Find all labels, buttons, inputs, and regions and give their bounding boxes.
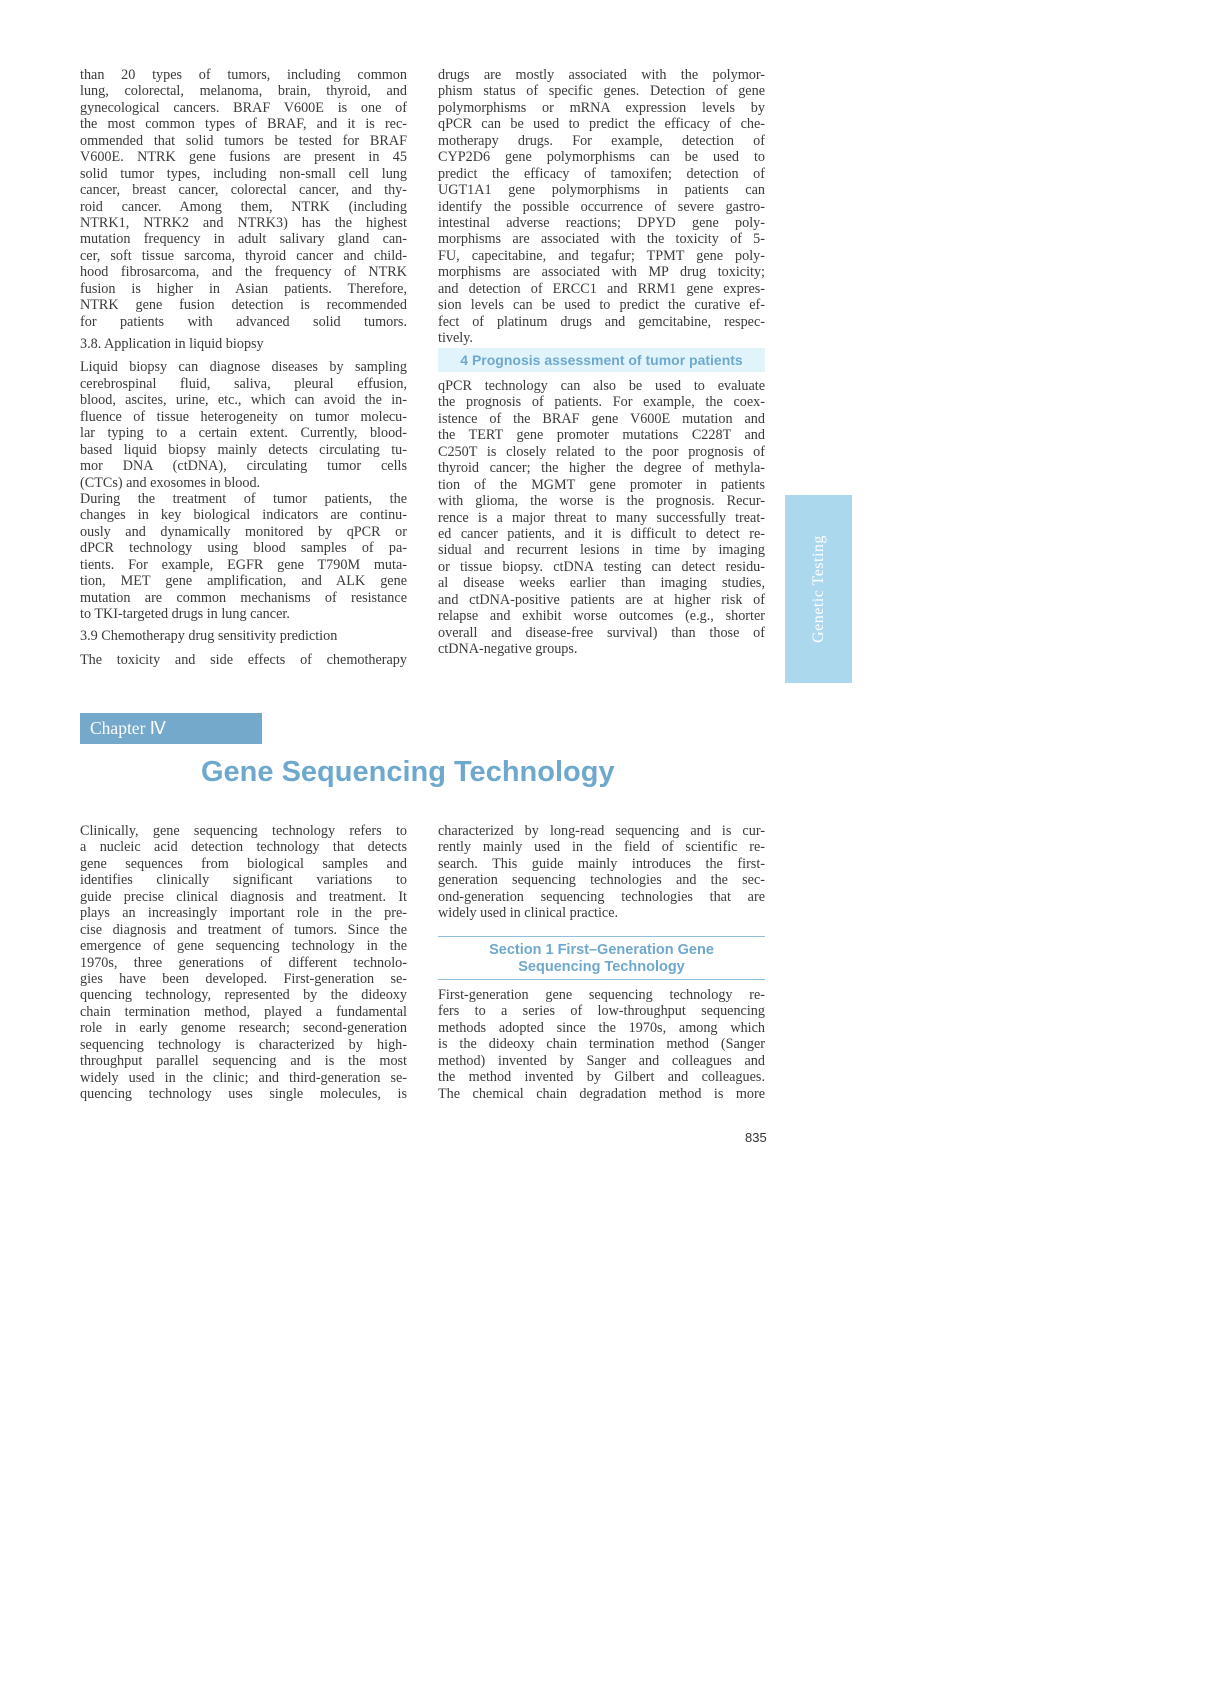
text-line: lung, colorectal, melanoma, brain, thyroid, and: [80, 83, 407, 100]
text-line: roid cancer. Among them, NTRK (including: [80, 198, 407, 215]
text-line: qPCR can be used to predict the efficacy of che-: [438, 116, 765, 133]
text-line: gynecological cancers. BRAF V600E is one of: [80, 99, 407, 116]
subheading-liquid-biopsy: 3.8. Application in liquid biopsy: [80, 336, 264, 352]
right-column-top: [438, 67, 765, 346]
text-line: the most common types of BRAF, and it is rec-: [80, 116, 407, 133]
text-line: C250T is closely related to the poor prognosis of: [438, 443, 765, 460]
text-line: identify the possible occurrence of severe gastro-: [438, 198, 765, 215]
text-line: with glioma, the worse is the prognosis. Recur-: [438, 493, 765, 510]
text-line: fluence of tissue heterogeneity on tumor molecu-: [80, 408, 407, 425]
text-line: The toxicity and side effects of chemotherapy: [80, 651, 407, 668]
section-heading-first-generation: [438, 936, 765, 980]
text-line: sidual and recurrent lesions in time by imaging: [438, 542, 765, 559]
text-line: the TERT gene promoter mutations C228T and: [438, 427, 765, 444]
side-tab-label: Genetic Testing: [809, 535, 827, 643]
text-line: guide precise clinical diagnosis and treatment. It: [80, 888, 407, 905]
text-line: changes in key biological indicators are continu-: [80, 507, 407, 524]
text-line: The chemical chain degradation method is more: [438, 1085, 765, 1102]
text-line: ctDNA-negative groups.: [438, 641, 578, 657]
paragraph-prognosis: [438, 378, 765, 657]
text-line: ond-generation sequencing technologies that are: [438, 888, 765, 905]
text-line: quencing technology uses single molecules, is: [80, 1086, 407, 1102]
text-line: throughput parallel sequencing and is the most: [80, 1053, 407, 1070]
text-line: CYP2D6 gene polymorphisms can be used to: [438, 149, 765, 166]
text-line: identifies clinically significant variations to: [80, 872, 407, 889]
text-line: istence of the BRAF gene V600E mutation and: [438, 410, 765, 427]
text-line: ommended that solid tumors be tested for BRAF: [80, 132, 407, 149]
text-line: relapse and exhibit worse outcomes (e.g., shorter: [438, 608, 765, 625]
text-line: UGT1A1 gene polymorphisms in patients can: [438, 182, 765, 199]
text-line: based liquid biopsy mainly detects circulating tu-: [80, 441, 407, 458]
text-line: cerebrospinal fluid, saliva, pleural effusion,: [80, 375, 407, 392]
text-line: overall and disease-free survival) than those of: [438, 624, 765, 641]
text-line: cise diagnosis and treatment of tumors. Since the: [80, 921, 407, 938]
right-column-first-generation: [438, 987, 765, 1102]
text-line: the method invented by Gilbert and colleagues.: [438, 1069, 765, 1086]
text-line: fers to a series of low-throughput sequencing: [438, 1003, 765, 1020]
text-line: and ctDNA-positive patients are at higher risk of: [438, 591, 765, 608]
text-line: plays an increasingly important role in the pre-: [80, 905, 407, 922]
text-line: role in early genome research; second-generation: [80, 1020, 407, 1037]
text-line: ed cancer patients, and it is difficult to detect re-: [438, 525, 765, 542]
text-line: morphisms are associated with the toxicity of 5-: [438, 231, 765, 248]
text-line: quencing technology, represented by the dideoxy: [80, 987, 407, 1004]
text-line: FU, capecitabine, and tegafur; TPMT gene poly-: [438, 247, 765, 264]
text-line: phism status of specific genes. Detection of gene: [438, 83, 765, 100]
text-line: ously and dynamically monitored by qPCR or: [80, 523, 407, 540]
paragraph-chemo-polymorphisms: [438, 67, 765, 346]
text-line: cancer, breast cancer, colorectal cancer, and thy-: [80, 182, 407, 199]
text-line: rence is a major threat to many successfully treat-: [438, 509, 765, 526]
text-line: dPCR technology using blood samples of pa-: [80, 540, 407, 557]
text-line: widely used in the clinic; and third-generation se-: [80, 1069, 407, 1086]
text-line: lar typing to a certain extent. Currently, blood-: [80, 425, 407, 442]
text-line: than 20 types of tumors, including common: [80, 67, 407, 83]
section-heading-line-1: Section 1 First–Generation Gene: [489, 942, 714, 958]
side-tab-genetic-testing[interactable]: [785, 495, 852, 683]
text-line: method) invented by Sanger and colleagues and: [438, 1052, 765, 1069]
chapter-title: Gene Sequencing Technology: [201, 756, 615, 788]
text-line: methods adopted since the 1970s, among which: [438, 1019, 765, 1036]
text-line: During the treatment of tumor patients, the: [80, 490, 407, 507]
page-number: 835: [745, 1130, 767, 1145]
text-line: search. This guide mainly introduces the first-: [438, 855, 765, 872]
text-line: tion of the MGMT gene promoter in patients: [438, 476, 765, 493]
paragraph-chemo-toxicity: [80, 652, 407, 668]
paragraph-treatment-monitoring: [80, 491, 407, 623]
text-line: Liquid biopsy can diagnose diseases by sampling: [80, 359, 407, 376]
text-line: chain termination method, played a fundamental: [80, 1003, 407, 1020]
text-line: mor DNA (ctDNA), circulating tumor cells: [80, 458, 407, 475]
text-line: thyroid cancer; the higher the degree of methyla-: [438, 460, 765, 477]
left-column-bottom: [80, 823, 407, 1102]
text-line: and detection of ERCC1 and RRM1 gene expres-: [438, 280, 765, 297]
text-line: tients. For example, EGFR gene T790M muta-: [80, 556, 407, 573]
text-line: is the dideoxy chain termination method (Sanger: [438, 1036, 765, 1053]
text-line: (CTCs) and exosomes in blood.: [80, 474, 261, 491]
text-line: fusion is higher in Asian patients. Therefore,: [80, 280, 407, 297]
text-line: gene sequences from biological samples and: [80, 855, 407, 872]
text-line: intestinal adverse reactions; DPYD gene poly-: [438, 214, 765, 231]
text-line: NTRK1, NTRK2 and NTRK3) has the highest: [80, 214, 407, 231]
text-line: NTRK gene fusion detection is recommended: [80, 297, 407, 314]
right-column-bottom: [438, 823, 765, 922]
text-line: First-generation gene sequencing technology re-: [438, 987, 765, 1003]
subheading-chemotherapy: 3.9 Chemotherapy drug sensitivity prediction: [80, 628, 338, 645]
text-line: mutation are common mechanisms of resistance: [80, 589, 407, 606]
text-line: emergence of gene sequencing technology in the: [80, 938, 407, 955]
section-band-prognosis: 4 Prognosis assessment of tumor patients: [438, 348, 765, 372]
text-line: or tissue biopsy. ctDNA testing can detect residu-: [438, 558, 765, 575]
text-line: cer, soft tissue sarcoma, thyroid cancer and child-: [80, 247, 407, 264]
text-line: for patients with advanced solid tumors.: [80, 313, 407, 330]
section-heading-line-2: Sequencing Technology: [518, 958, 685, 975]
paragraph-tumor-fusions: [80, 67, 407, 330]
text-line: Clinically, gene sequencing technology refers to: [80, 823, 407, 839]
text-line: solid tumor types, including non-small cell lung: [80, 165, 407, 182]
left-column-top: [80, 67, 407, 668]
text-line: qPCR technology can also be used to evaluate: [438, 378, 765, 394]
text-line: sequencing technology is characterized by high-: [80, 1036, 407, 1053]
paragraph-sequencing-intro: [80, 823, 407, 1102]
text-line: tion, MET gene amplification, and ALK gene: [80, 573, 407, 590]
text-line: the prognosis of patients. For example, the coex-: [438, 394, 765, 411]
text-line: predict the efficacy of tamoxifen; detection of: [438, 165, 765, 182]
text-line: a nucleic acid detection technology that detects: [80, 839, 407, 856]
right-column-prognosis: [438, 378, 765, 657]
text-line: hood fibrosarcoma, and the frequency of NTRK: [80, 264, 407, 281]
chapter-label-box: Chapter Ⅳ: [80, 713, 262, 744]
paragraph-liquid-biopsy: [80, 359, 407, 491]
text-line: 1970s, three generations of different technolo-: [80, 954, 407, 971]
text-line: fect of platinum drugs and gemcitabine, respec-: [438, 313, 765, 330]
text-line: polymorphisms or mRNA expression levels by: [438, 99, 765, 116]
text-line: characterized by long-read sequencing and is cur-: [438, 823, 765, 839]
text-line: sion levels can be used to predict the curative ef-: [438, 297, 765, 314]
text-line: widely used in clinical practice.: [438, 905, 619, 922]
text-line: drugs are mostly associated with the polymor-: [438, 67, 765, 83]
text-line: to TKI-targeted drugs in lung cancer.: [80, 606, 290, 622]
text-line: morphisms are associated with MP drug toxicity;: [438, 264, 765, 281]
text-line: blood, ascites, urine, etc., which can avoid the in-: [80, 392, 407, 409]
text-line: al disease weeks earlier than imaging studies,: [438, 575, 765, 592]
paragraph-guide-scope: [438, 823, 765, 922]
paragraph-first-generation: [438, 987, 765, 1102]
text-line: motherapy drugs. For example, detection of: [438, 132, 765, 149]
text-line: gies have been developed. First-generation se-: [80, 970, 407, 987]
text-line: V600E. NTRK gene fusions are present in 45: [80, 149, 407, 166]
text-line: rently mainly used in the field of scientific re-: [438, 839, 765, 856]
text-line: tively.: [438, 330, 473, 346]
text-line: mutation frequency in adult salivary gland can-: [80, 231, 407, 248]
text-line: generation sequencing technologies and the sec-: [438, 872, 765, 889]
